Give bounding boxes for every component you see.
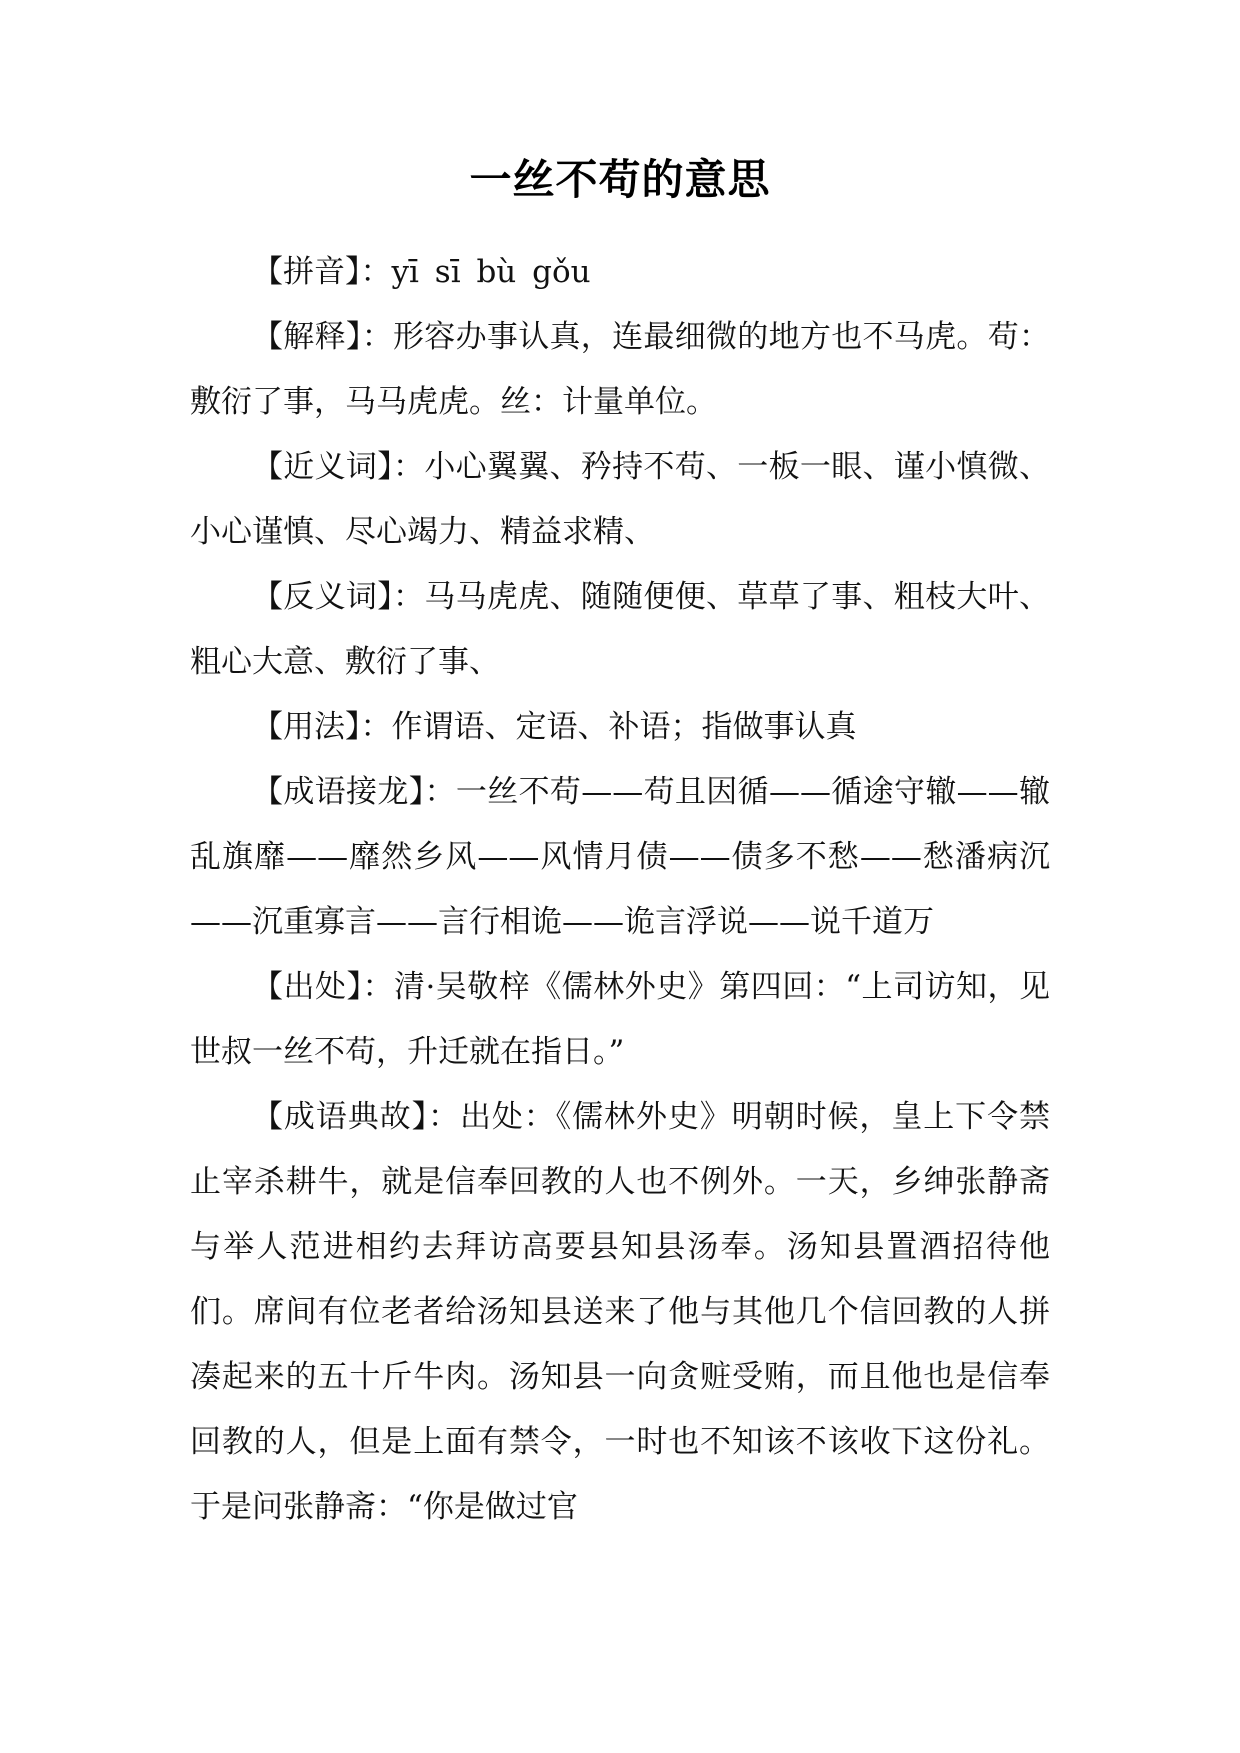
antonyms-label: 【反义词】： [252, 579, 425, 615]
antonyms-paragraph [190, 565, 1050, 695]
pinyin-label: 【拼音】： [252, 254, 392, 290]
story-text: 出处：《儒林外史》明朝时候，皇上下令禁止宰杀耕牛，就是信奉回教的人也不例外。一天，乡绅张静斋与举人范进相约去拜访高要县知县汤奉。汤知县置酒招待他们。席间有位老者给汤知县送来了他与其他几个信回教的人拼凑起来的五十斤牛肉。汤知县一向贪赃受贿，而且他也是信奉回教的人，但是上面有禁令，一时也不知该不该收下这份礼。于是问张静斋：“你是做过官 [190, 1099, 1051, 1525]
explanation-paragraph [190, 305, 1050, 435]
source-paragraph [190, 955, 1050, 1085]
antonyms-text: 马马虎虎、随随便便、草草了事、粗枝大叶、粗心大意、敷衍了事、 [190, 579, 1051, 680]
story-label: 【成语典故】： [252, 1099, 460, 1135]
idiom-chain-text: 一丝不苟——苟且因循——循途守辙——辙乱旗靡——靡然乡风——风情月债——债多不愁——愁潘病沉——沉重寡言——言行相诡——诡言浮说——说千道万 [190, 774, 1051, 940]
document-body [190, 240, 1050, 1540]
page-title: 一丝不苟的意思 [469, 155, 771, 204]
pinyin-paragraph [190, 240, 1050, 305]
explanation-text: 形容办事认真，连最细微的地方也不马虎。苟：敷衍了事，马马虎虎。丝：计量单位。 [190, 319, 1050, 420]
idiom-chain-paragraph [190, 760, 1050, 955]
usage-text: 作谓语、定语、补语；指做事认真 [391, 709, 857, 745]
usage-label: 【用法】： [252, 709, 392, 745]
synonyms-label: 【近义词】： [252, 449, 425, 485]
source-text: 清·吴敬梓《儒林外史》第四回：“上司访知，见世叔一丝不苟，升迁就在指日。” [190, 969, 1051, 1070]
usage-paragraph [190, 695, 1050, 760]
source-label: 【出处】： [252, 969, 394, 1005]
idiom-chain-label: 【成语接龙】： [252, 774, 456, 810]
explanation-label: 【解释】： [252, 319, 393, 355]
story-paragraph [190, 1085, 1050, 1540]
synonyms-paragraph [190, 435, 1050, 565]
pinyin-text: yī sī bù gǒu [391, 254, 591, 290]
synonyms-text: 小心翼翼、矜持不苟、一板一眼、谨小慎微、小心谨慎、尽心竭力、精益求精、 [190, 449, 1051, 550]
